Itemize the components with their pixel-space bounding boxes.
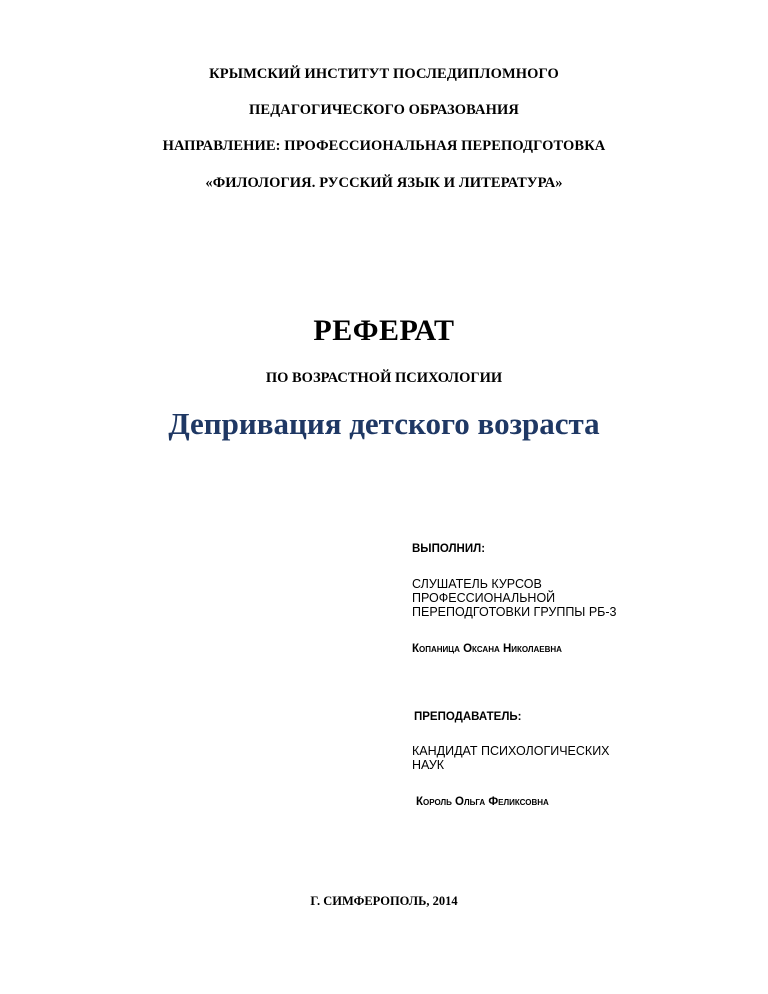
- author-description: [412, 577, 682, 619]
- teacher-name: Король Ольга Феликсовна: [416, 796, 549, 808]
- teacher-description: [412, 744, 682, 772]
- program-name-line: «ФИЛОЛОГИЯ. РУССКИЙ ЯЗЫК И ЛИТЕРАТУРА»: [205, 175, 563, 191]
- topic-title: Депривация детского возраста: [168, 406, 600, 441]
- author-description-line: ПРОФЕССИОНАЛЬНОЙ: [412, 591, 556, 605]
- teacher-label: ПРЕПОДАВАТЕЛЬ:: [414, 711, 522, 723]
- place-and-year: Г. СИМФЕРОПОЛЬ, 2014: [310, 894, 458, 908]
- institution-line-1: КРЫМСКИЙ ИНСТИТУТ ПОСЛЕДИПЛОМНОГО: [209, 66, 559, 82]
- author-description-line: СЛУШАТЕЛЬ КУРСОВ: [412, 577, 542, 591]
- teacher-description-line: НАУК: [412, 758, 445, 772]
- subject-line: ПО ВОЗРАСТНОЙ ПСИХОЛОГИИ: [265, 370, 503, 386]
- teacher-description-line: КАНДИДАТ ПСИХОЛОГИЧЕСКИХ: [412, 744, 610, 758]
- author-name: Копаница Оксана Николаевна: [412, 643, 562, 655]
- author-description-line: ПЕРЕПОДГОТОВКИ ГРУППЫ РБ-3: [412, 605, 617, 619]
- author-label: ВЫПОЛНИЛ:: [412, 543, 486, 555]
- program-direction-line: НАПРАВЛЕНИЕ: ПРОФЕССИОНАЛЬНАЯ ПЕРЕПОДГОТОВКА: [162, 138, 606, 154]
- institution-line-2: ПЕДАГОГИЧЕСКОГО ОБРАЗОВАНИЯ: [249, 102, 519, 118]
- document-type-title: РЕФЕРАТ: [313, 314, 455, 347]
